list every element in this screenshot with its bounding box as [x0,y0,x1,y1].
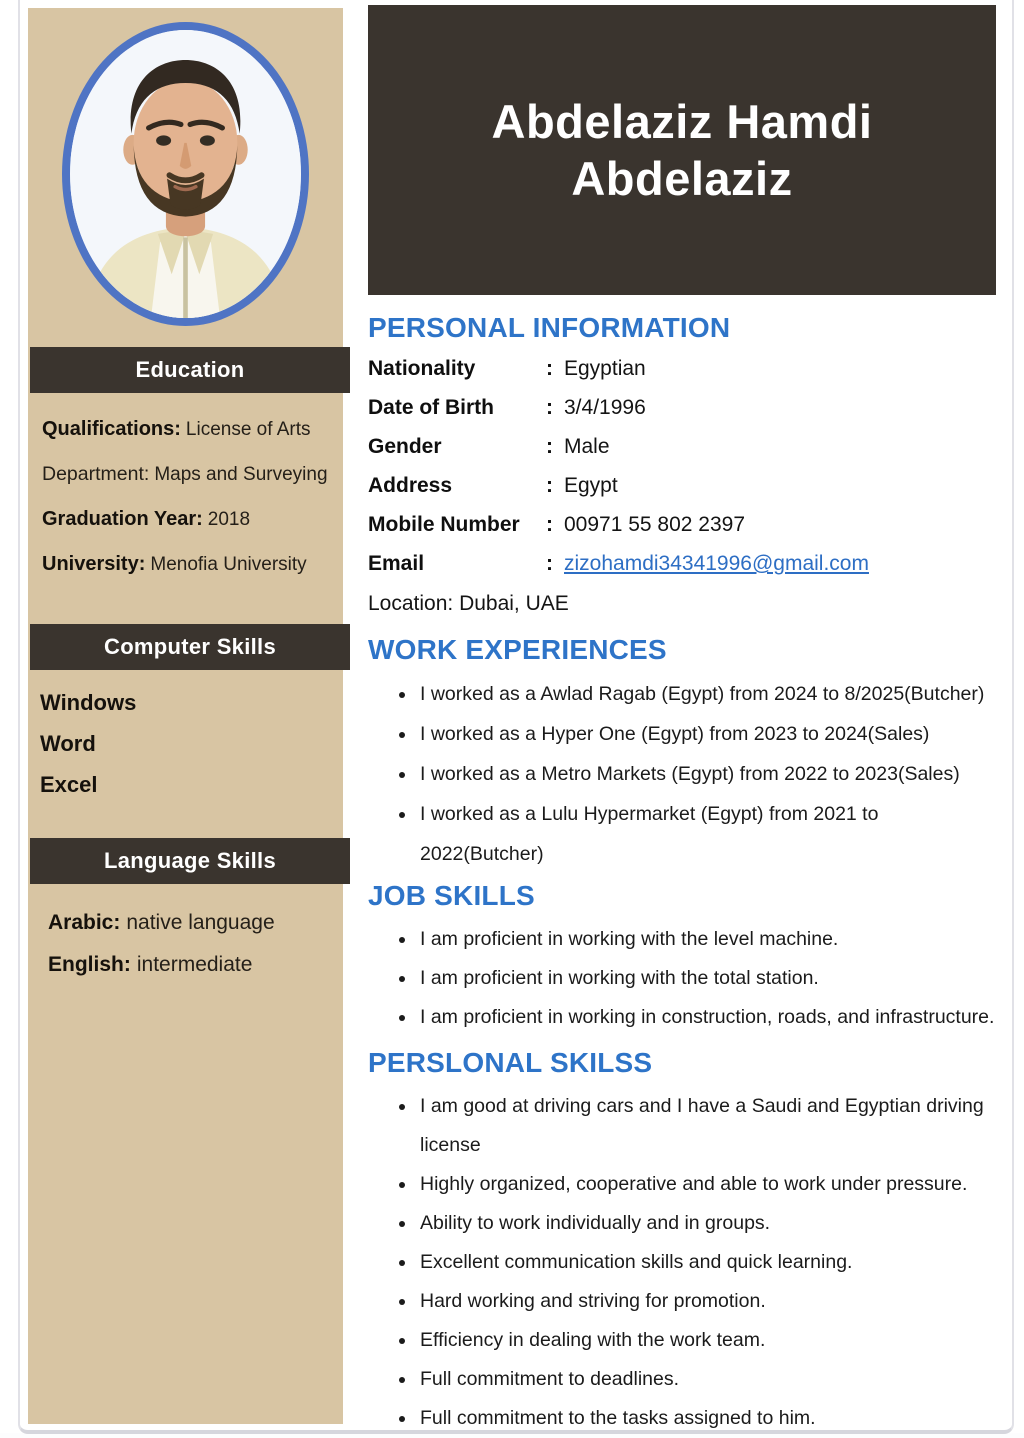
education-graduation-year-value: 2018 [207,509,251,530]
info-colon: : [546,474,553,497]
info-colon: : [546,435,553,458]
language-skills-header-bar [30,838,350,884]
computer-skill-item: Excel [40,772,98,797]
info-colon: : [546,552,553,575]
job-skills-heading: JOB SKILLS [368,880,535,911]
personal-skill-item: • Excellent communication skills and quick learning. [417,1243,996,1282]
education-header-bar [30,347,350,393]
job-skills-list [368,920,996,1037]
language-skill-arabic-value: native language [126,911,275,934]
info-colon: : [546,357,553,380]
personal-skill-item: • Hard working and striving for promotion. [417,1282,996,1321]
info-colon: : [546,513,553,536]
job-skill-item: • I am proficient in working with the level machine. [417,920,996,959]
job-skill-item: • I am proficient in working with the total station. [417,959,996,998]
education-header-label: Education [135,357,245,382]
education-university [42,549,335,580]
info-label: Nationality [368,357,476,380]
info-label: Email [368,552,425,575]
education-qualifications [42,414,335,445]
language-skill-arabic-label: Arabic: [48,911,121,934]
language-skill-english-label: English: [48,953,131,976]
work-experiences-list [368,674,996,874]
personal-information-rows [368,350,996,622]
main-column [368,0,996,1438]
education-qualifications-label: Qualifications: [42,418,181,440]
computer-skills-header-bar [30,624,350,670]
computer-skill-item: Word [40,731,96,756]
sidebar [28,8,343,1424]
info-value: 3/4/1996 [564,396,646,419]
personal-skill-item: • Efficiency in dealing with the work team. [417,1321,996,1360]
education-university-label: University: [42,553,146,575]
education-graduation-year [42,504,335,535]
info-row-date-of-birth [368,389,996,428]
work-experience-item: • I worked as a Metro Markets (Egypt) from 2022 to 2023(Sales) [417,754,996,794]
info-value: Egyptian [564,357,646,380]
job-skill-item: • I am proficient in working in construction, roads, and infrastructure. [417,998,996,1037]
work-experience-item: • I worked as a Awlad Ragab (Egypt) from 2024 to 8/2025(Butcher) [417,674,996,714]
info-colon: : [546,396,553,419]
info-row-gender [368,428,996,467]
language-skills-content [28,890,343,986]
education-department-value: Maps and Surveying [154,464,328,485]
info-label: Date of Birth [368,396,494,419]
profile-photo-frame [62,22,309,326]
info-label: Address [368,474,453,497]
personal-skills-heading: PERSLONAL SKILSS [368,1047,653,1078]
location-line: Location: Dubai, UAE [368,592,569,615]
language-skill-english [48,944,343,986]
education-department-label: Department: [42,463,150,485]
language-skill-arabic [48,902,343,944]
personal-skill-item: • I am good at driving cars and I have a Saudi and Egyptian driving license [417,1087,996,1165]
personal-skill-item: • Highly organized, cooperative and able to work under pressure. [417,1165,996,1204]
info-value: Male [564,435,610,458]
education-department [42,459,335,490]
info-label: Mobile Number [368,513,520,536]
education-content [28,402,343,594]
profile-photo [70,30,301,318]
info-value: 00971 55 802 2397 [564,513,746,536]
personal-skill-item: • Full commitment to the tasks assigned to him. [417,1399,996,1438]
info-row-nationality [368,350,996,389]
info-row-address [368,467,996,506]
computer-skills-content [28,672,343,805]
personal-information-heading: PERSONAL INFORMATION [368,312,731,343]
personal-skills-list [368,1087,996,1438]
info-row-mobile-number [368,506,996,545]
work-experience-item: • I worked as a Lulu Hypermarket (Egypt) from 2021 to 2022(Butcher) [417,794,996,874]
work-experiences-heading: WORK EXPERIENCES [368,634,667,665]
info-value: Egypt [564,474,618,497]
language-skills-header-label: Language Skills [104,848,276,873]
language-skill-english-value: intermediate [136,953,253,976]
personal-skill-item: • Ability to work individually and in groups. [417,1204,996,1243]
education-qualifications-value: License of Arts [185,419,311,440]
education-graduation-year-label: Graduation Year: [42,508,203,530]
personal-skill-item: • Full commitment to deadlines. [417,1360,996,1399]
email-link[interactable]: zizohamdi34341996@gmail.com [564,552,869,575]
info-row-email [368,545,996,584]
work-experience-item: • I worked as a Hyper One (Egypt) from 2023 to 2024(Sales) [417,714,996,754]
name-header-box [368,5,996,295]
computer-skill-item: Windows [40,690,137,715]
info-label: Gender [368,435,442,458]
computer-skills-header-label: Computer Skills [104,634,276,659]
candidate-name: Abdelaziz Hamdi Abdelaziz [491,94,873,205]
education-university-value: Menofia University [150,554,307,575]
